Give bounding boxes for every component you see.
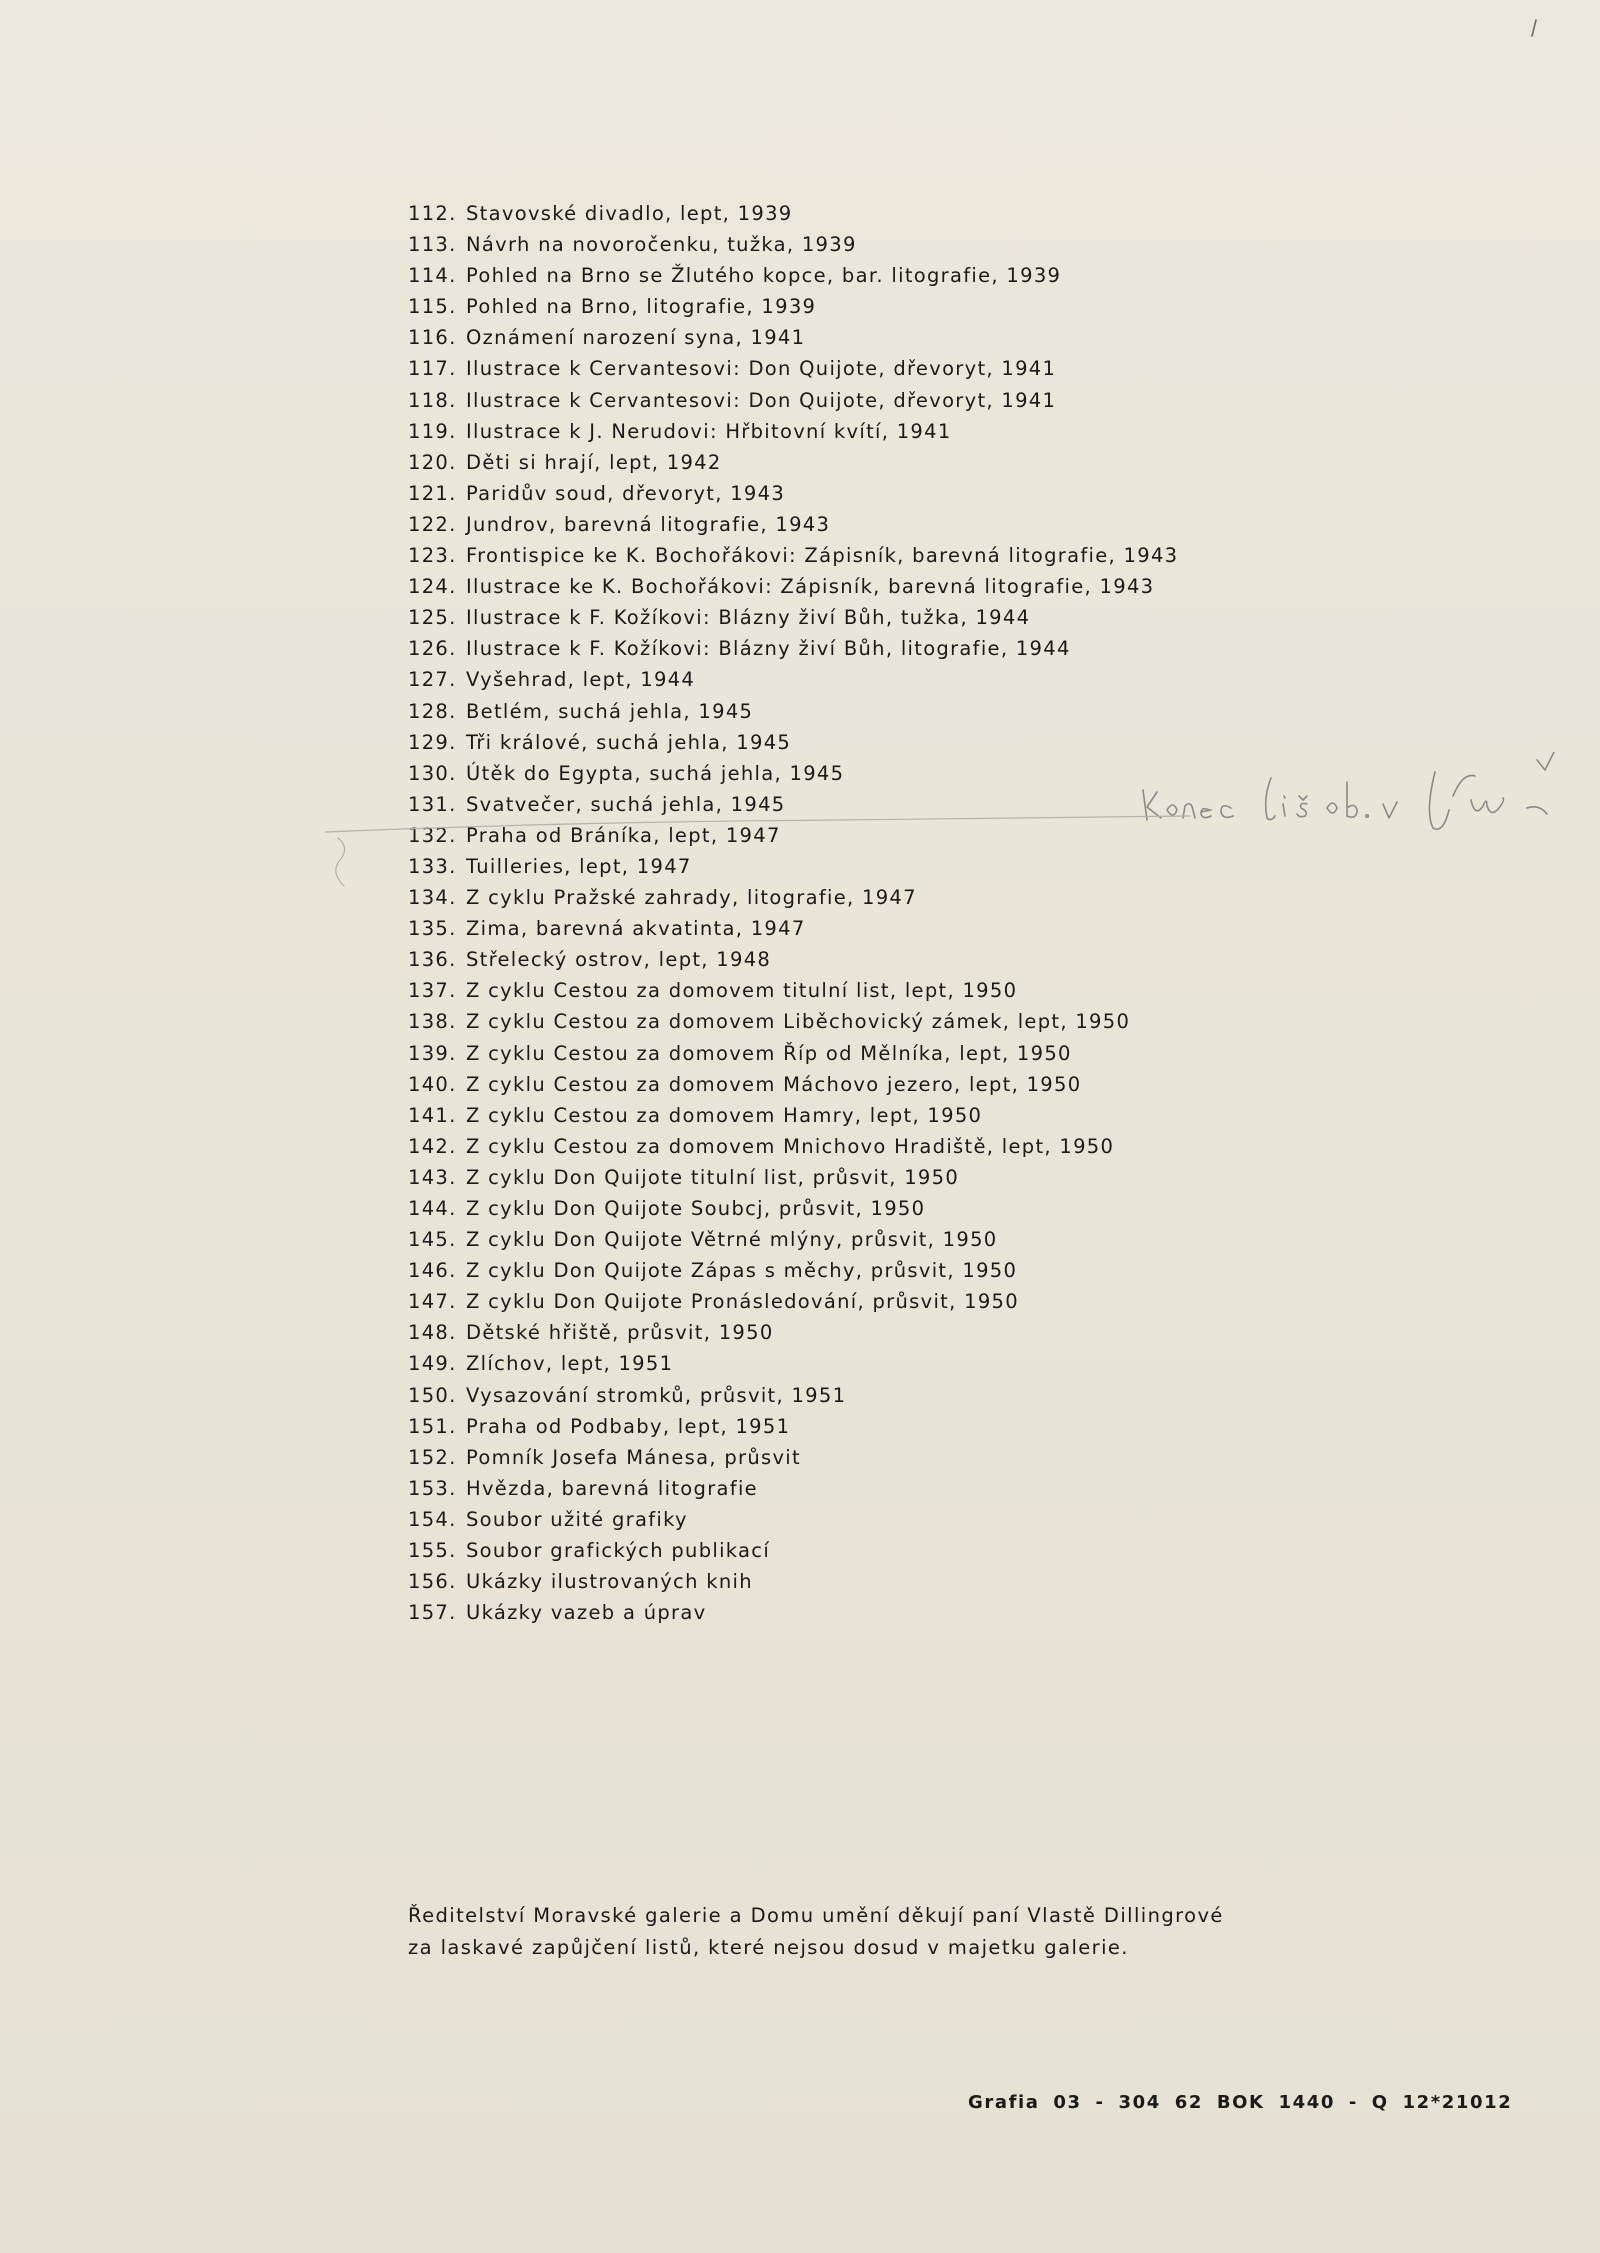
catalog-list <box>408 198 1178 1628</box>
catalog-entry-number: 157. <box>408 1601 457 1625</box>
catalog-entry-title: Pohled na Brno se Žlutého kopce, bar. litografie, 1939 <box>466 264 1062 288</box>
catalog-entry-title: Soubor grafických publikací <box>466 1539 771 1563</box>
catalog-entry <box>408 1411 1178 1442</box>
catalog-entry-number: 142. <box>408 1134 457 1158</box>
catalog-entry-title: Z cyklu Don Quijote Soubcj, průsvit, 1950 <box>466 1197 926 1220</box>
catalog-entry-title: Svatvečer, suchá jehla, 1945 <box>466 792 786 816</box>
acknowledgement-line-1: Ředitelství Moravské galerie a Domu umění děkují paní Vlastě Dillingrové <box>408 1904 1224 1927</box>
catalog-entry-title: Oznámení narození syna, 1941 <box>466 326 806 350</box>
catalog-entry <box>408 1504 1178 1535</box>
catalog-entry-number: 144. <box>408 1197 457 1220</box>
catalog-entry-number: 156. <box>408 1570 457 1594</box>
catalog-entry <box>408 1286 1178 1317</box>
catalog-entry <box>408 1535 1178 1566</box>
catalog-entry-number: 126. <box>408 637 457 661</box>
catalog-entry-title: Ilustrace k F. Kožíkovi: Blázny živí Bůh, tužka, 1944 <box>466 606 1031 630</box>
catalog-entry-number: 114. <box>408 264 457 288</box>
catalog-entry <box>408 571 1178 602</box>
catalog-entry-title: Tuilleries, lept, 1947 <box>466 854 692 878</box>
catalog-entry <box>408 1069 1178 1100</box>
catalog-entry-number: 135. <box>408 917 457 941</box>
catalog-entry <box>408 1473 1178 1504</box>
catalog-entry-title: Praha od Podbaby, lept, 1951 <box>466 1414 791 1438</box>
catalog-entry-title: Z cyklu Don Quijote Pronásledování, průsvit, 1950 <box>466 1290 1019 1314</box>
catalog-entry <box>408 727 1178 758</box>
catalog-entry <box>408 1566 1178 1597</box>
catalog-entry <box>408 913 1178 944</box>
catalog-entry-number: 153. <box>408 1476 457 1500</box>
catalog-entry-title: Z cyklu Cestou za domovem Máchovo jezero, lept, 1950 <box>466 1072 1082 1096</box>
catalog-entry-title: Ukázky ilustrovaných knih <box>466 1570 753 1594</box>
catalog-entry-title: Z cyklu Don Quijote titulní list, průsvit, 1950 <box>466 1165 960 1189</box>
catalog-entry-number: 140. <box>408 1072 457 1096</box>
catalog-entry-number: 121. <box>408 481 457 505</box>
catalog-entry-title: Ilustrace k Cervantesovi: Don Quijote, dřevoryt, 1941 <box>466 388 1057 412</box>
catalog-entry-title: Vyšehrad, lept, 1944 <box>466 668 696 692</box>
catalog-entry <box>408 322 1178 353</box>
catalog-entry-number: 125. <box>408 606 457 630</box>
catalog-entry-number: 150. <box>408 1383 457 1407</box>
catalog-entry-number: 155. <box>408 1539 457 1563</box>
catalog-entry-number: 128. <box>408 699 457 723</box>
catalog-entry-number: 122. <box>408 512 457 536</box>
catalog-entry-title: Děti si hrají, lept, 1942 <box>466 450 722 474</box>
corner-pencil-mark <box>1528 18 1540 40</box>
catalog-entry-title: Dětské hřiště, průsvit, 1950 <box>466 1321 774 1345</box>
catalog-entry-title: Návrh na novoročenku, tužka, 1939 <box>466 233 857 257</box>
catalog-entry-title: Tři králové, suchá jehla, 1945 <box>466 730 792 754</box>
catalog-entry-number: 147. <box>408 1290 457 1314</box>
catalog-entry <box>408 602 1178 633</box>
handwritten-annotation <box>1135 752 1575 832</box>
catalog-entry-number: 120. <box>408 450 457 474</box>
catalog-entry-title: Z cyklu Cestou za domovem Mnichovo Hradiště, lept, 1950 <box>466 1134 1115 1158</box>
catalog-entry-number: 148. <box>408 1321 457 1345</box>
catalog-entry-number: 133. <box>408 854 457 878</box>
catalog-entry-number: 136. <box>408 948 457 972</box>
catalog-entry-title: Praha od Bráníka, lept, 1947 <box>466 823 781 847</box>
catalog-entry <box>408 1317 1178 1348</box>
catalog-entry-number: 119. <box>408 419 457 443</box>
printer-imprint: Grafia 03 - 304 62 BOK 1440 - Q 12*21012 <box>968 2092 1513 2113</box>
catalog-entry-title: Stavovské divadlo, lept, 1939 <box>466 202 793 225</box>
catalog-entry-title: Z cyklu Pražské zahrady, litografie, 1947 <box>466 886 917 910</box>
catalog-entry-number: 127. <box>408 668 457 692</box>
catalog-entry <box>408 416 1178 447</box>
catalog-entry <box>408 198 1178 229</box>
catalog-entry <box>408 229 1178 260</box>
catalog-entry <box>408 1100 1178 1131</box>
catalog-entry <box>408 1006 1178 1037</box>
catalog-entry-title: Frontispice ke K. Bochořákovi: Zápisník, barevná litografie, 1943 <box>466 544 1179 568</box>
catalog-entry-title: Hvězda, barevná litografie <box>466 1476 758 1500</box>
catalog-entry-title: Z cyklu Don Quijote Zápas s měchy, průsvit, 1950 <box>466 1259 1018 1283</box>
catalog-entry-title: Ilustrace k J. Nerudovi: Hřbitovní kvítí, 1941 <box>466 419 952 443</box>
catalog-entry <box>408 758 1178 789</box>
catalog-entry-title: Z cyklu Cestou za domovem Liběchovický zámek, lept, 1950 <box>466 1010 1131 1034</box>
catalog-entry <box>408 944 1178 975</box>
catalog-entry-title: Soubor užité grafiky <box>466 1507 688 1531</box>
catalog-entry-title: Ilustrace k Cervantesovi: Don Quijote, dřevoryt, 1941 <box>466 357 1057 381</box>
pencil-guide-line <box>320 800 1200 890</box>
catalog-entry-number: 132. <box>408 823 457 847</box>
catalog-entry <box>408 664 1178 695</box>
catalog-entry-number: 134. <box>408 886 457 910</box>
catalog-entry-title: Jundrov, barevná litografie, 1943 <box>466 512 831 536</box>
catalog-entry-title: Ukázky vazeb a úprav <box>466 1601 707 1625</box>
catalog-entry-number: 115. <box>408 295 457 319</box>
catalog-entry-title: Střelecký ostrov, lept, 1948 <box>466 948 772 972</box>
catalog-entry-number: 116. <box>408 326 457 350</box>
catalog-entry-title: Z cyklu Cestou za domovem Říp od Mělníka, lept, 1950 <box>466 1041 1072 1065</box>
catalog-entry-number: 124. <box>408 575 457 599</box>
catalog-entry <box>408 1038 1178 1069</box>
catalog-entry-number: 141. <box>408 1103 457 1127</box>
catalog-entry <box>408 260 1178 291</box>
catalog-entry <box>408 1380 1178 1411</box>
catalog-entry <box>408 540 1178 571</box>
catalog-entry-number: 130. <box>408 761 457 785</box>
catalog-entry-number: 117. <box>408 357 457 381</box>
catalog-entry-title: Ilustrace ke K. Bochořákovi: Zápisník, barevná litografie, 1943 <box>466 575 1155 599</box>
catalog-entry <box>408 1131 1178 1162</box>
catalog-entry-title: Betlém, suchá jehla, 1945 <box>466 699 754 723</box>
catalog-entry <box>408 353 1178 384</box>
catalog-entry <box>408 696 1178 727</box>
catalog-entry-title: Z cyklu Cestou za domovem Hamry, lept, 1950 <box>466 1103 983 1127</box>
catalog-entry <box>408 1224 1178 1255</box>
catalog-entry-number: 137. <box>408 979 457 1003</box>
catalog-entry-number: 143. <box>408 1165 457 1189</box>
catalog-entry-title: Z cyklu Cestou za domovem titulní list, lept, 1950 <box>466 979 1018 1003</box>
catalog-entry-number: 151. <box>408 1414 457 1438</box>
catalog-entry-title: Vysazování stromků, průsvit, 1951 <box>466 1383 847 1407</box>
catalog-entry <box>408 291 1178 322</box>
catalog-entry-title: Útěk do Egypta, suchá jehla, 1945 <box>466 761 845 785</box>
catalog-entry <box>408 1193 1178 1224</box>
catalog-entry-number: 138. <box>408 1010 457 1034</box>
catalog-entry-number: 129. <box>408 730 457 754</box>
catalog-entry-title: Zima, barevná akvatinta, 1947 <box>466 917 806 941</box>
catalog-entry-number: 145. <box>408 1228 457 1252</box>
catalog-entry-number: 113. <box>408 233 457 257</box>
catalog-entry-title: Z cyklu Don Quijote Větrné mlýny, průsvit, 1950 <box>466 1228 998 1252</box>
catalog-entry <box>408 1597 1178 1628</box>
catalog-entry <box>408 509 1178 540</box>
catalog-entry-title: Paridův soud, dřevoryt, 1943 <box>466 481 786 505</box>
catalog-entry-number: 154. <box>408 1507 457 1531</box>
catalog-entry-number: 131. <box>408 792 457 816</box>
catalog-entry <box>408 1162 1178 1193</box>
catalog-entry-number: 123. <box>408 544 457 568</box>
catalog-entry <box>408 1442 1178 1473</box>
catalog-entry-title: Pomník Josefa Mánesa, průsvit <box>466 1445 801 1469</box>
catalog-entry <box>408 447 1178 478</box>
catalog-entry <box>408 633 1178 664</box>
catalog-entry-number: 152. <box>408 1445 457 1469</box>
acknowledgement <box>408 1900 1224 1964</box>
catalog-entry <box>408 1348 1178 1379</box>
catalog-entry-title: Pohled na Brno, litografie, 1939 <box>466 295 817 319</box>
catalog-entry-title: Zlíchov, lept, 1951 <box>466 1352 674 1376</box>
catalog-entry <box>408 975 1178 1006</box>
acknowledgement-line-2: za laskavé zapůjčení listů, které nejsou dosud v majetku galerie. <box>408 1936 1129 1959</box>
catalog-entry <box>408 1255 1178 1286</box>
catalog-entry-number: 146. <box>408 1259 457 1283</box>
catalog-entry-number: 149. <box>408 1352 457 1376</box>
catalog-entry <box>408 385 1178 416</box>
catalog-entry-number: 139. <box>408 1041 457 1065</box>
catalog-entry-title: Ilustrace k F. Kožíkovi: Blázny živí Bůh, litografie, 1944 <box>466 637 1071 661</box>
catalog-entry-number: 118. <box>408 388 457 412</box>
catalog-entry <box>408 478 1178 509</box>
catalog-entry-number: 112. <box>408 202 457 225</box>
